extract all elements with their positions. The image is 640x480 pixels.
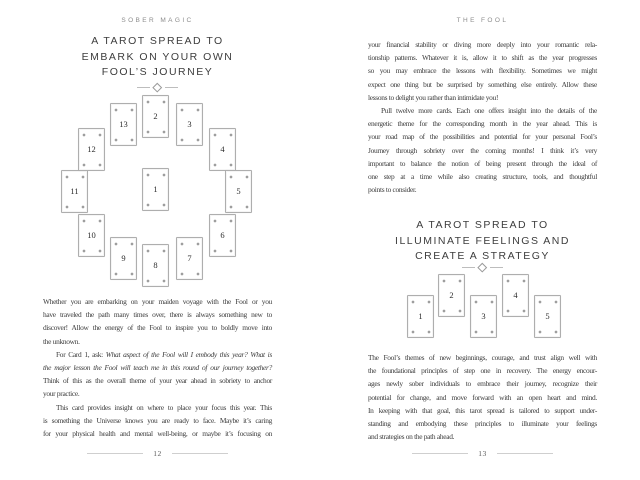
tarot-card-13 [110,103,137,146]
text-line: important to balance the notion of being present through the ideal of [368,158,597,168]
body-text-right-top [368,38,597,196]
card-number: 3 [481,311,486,322]
tarot-card-10 [78,214,105,257]
text-line: ages newly sober individuals to embrace their journey, recognize their [368,379,597,389]
text-line: have traveled the path many times over, there is always something new to [43,310,272,320]
tarot-card-6 [209,214,236,257]
card-number: 5 [236,186,241,197]
tarot-card-4 [502,274,529,317]
tarot-card-5 [225,170,252,213]
card-number: 5 [545,311,550,322]
card-number: 6 [220,230,225,241]
title-line: A TAROT SPREAD TO [91,35,224,47]
running-header-right: THE FOOL [456,17,509,24]
title-line: CREATE A STRATEGY [415,250,550,262]
page-footer-right [368,449,597,458]
card-number: 1 [418,311,423,322]
title-line: ILLUMINATE FEELINGS AND [395,234,570,247]
card-number: 2 [449,290,454,301]
page-footer-left [43,449,272,458]
footer-rule [412,453,468,454]
page-number: 12 [153,449,162,458]
body-text-left [43,295,272,440]
text-line: For Card 1, ask: What aspect of the Fool will I embody this year? What is [56,349,273,359]
body-text-right-bottom [368,351,597,443]
tarot-card-7 [176,237,203,280]
diamond-divider-icon [368,264,597,271]
tarot-card-5 [534,295,561,338]
footer-rule [497,453,553,454]
right-page [320,0,640,480]
page-number: 13 [478,449,487,458]
tarot-card-11 [61,170,88,213]
paragraph [368,351,597,443]
text-line: the unknown. [43,336,80,346]
text-line: your financial stability or diving more deeply into your romantic rela- [368,40,597,49]
tarot-card-2 [438,274,465,317]
paragraph [43,348,272,401]
divider-dash [165,87,178,88]
title-line: A TAROT SPREAD TO [416,219,549,231]
footer-rule [172,453,228,454]
text-line: expect one thing but be surprised by something else entirely. Allow these [368,79,597,89]
text-line: potential for change, and move forward with an open heart and mind. [368,392,597,402]
text-line: the major lesson the Fool will teach me in this round of our journey together? [43,363,272,373]
text-line: the foundational principles of step one in recovery. The energy encour- [368,366,597,376]
text-line: Journey through sobriety over the coming months! I think it’s very [368,145,597,155]
text-line: tionship patterns. Whatever it is, allow it to shift as the year progresses [368,53,597,63]
card-number: 4 [513,290,518,301]
divider-dash [462,267,475,268]
tarot-card-3 [176,103,203,146]
card-number: 12 [87,144,96,155]
text-line: In keeping with that goal, this tarot spread is tailored to support under- [368,405,597,415]
text-line: for your physical health and mental well-being, or maybe it’s focusing on [43,429,272,439]
diamond-icon [153,83,162,92]
text-line: your road map of the possibilities and potential for your personal Fool’s [368,132,597,142]
section-title-right [368,218,597,265]
text-line: is something the Universe knows you are ready to face. Maybe it’s caring [43,415,272,425]
footer-rule [87,453,143,454]
text-line: so you may embrace the lessons with flexibility. Sometimes we might [368,66,597,76]
paragraph [43,295,272,348]
tarot-card-12 [78,128,105,171]
title-line: FOOL’S JOURNEY [101,66,214,78]
text-line: lessons to delight you rather than intimidate you! [368,92,499,102]
paragraph [368,104,597,196]
card-number: 8 [153,260,158,271]
text-line: one step at a time while also creating structure, tools, and thoughtful [368,172,597,182]
text-line: This card provides insight on where to place your focus this year. This [56,402,272,412]
diamond-icon [478,263,487,272]
text-line: Pull twelve more cards. Each one offers insight into the details of the [381,106,597,116]
text-line: standing and embodying these principles to illuminate your feelings [368,419,597,429]
card-number: 13 [119,119,128,130]
tarot-card-1 [407,295,434,338]
card-number: 4 [220,144,225,155]
title-line: EMBARK ON YOUR OWN [81,50,234,63]
tarot-card-4 [209,128,236,171]
card-number: 1 [153,184,158,195]
tarot-card-8 [142,244,169,287]
text-line: and strategies on the path ahead. [368,432,455,442]
card-number: 7 [187,253,192,264]
diamond-divider-icon [43,84,272,91]
paragraph [43,401,272,441]
card-number: 10 [87,230,96,241]
card-number: 11 [70,186,79,197]
text-line: energetic theme for the corresponding month in the year ahead. This is [368,119,597,129]
text-line: discover! Allow the energy of the Fool to inspire you to boldly move into [43,323,272,333]
card-number: 9 [121,253,126,264]
running-header-left: SOBER MAGIC [121,17,194,24]
tarot-card-9 [110,237,137,280]
tarot-card-3 [470,295,497,338]
section-title-left [43,34,272,81]
tarot-card-1 [142,168,169,211]
text-line: points to consider. [368,185,417,195]
divider-dash [490,267,503,268]
text-line: Whether you are embarking on your maiden voyage with the Fool or you [43,297,272,306]
divider-dash [137,87,150,88]
text-line: Think of this as the overall theme of your year ahead in sobriety to anchor [43,376,272,386]
card-number: 3 [187,119,192,130]
paragraph [368,38,597,104]
card-number: 2 [153,111,158,122]
text-line: The Fool’s themes of new beginnings, courage, and trust align well with [368,353,597,362]
tarot-card-2 [142,95,169,138]
text-line: your practice. [43,389,80,399]
